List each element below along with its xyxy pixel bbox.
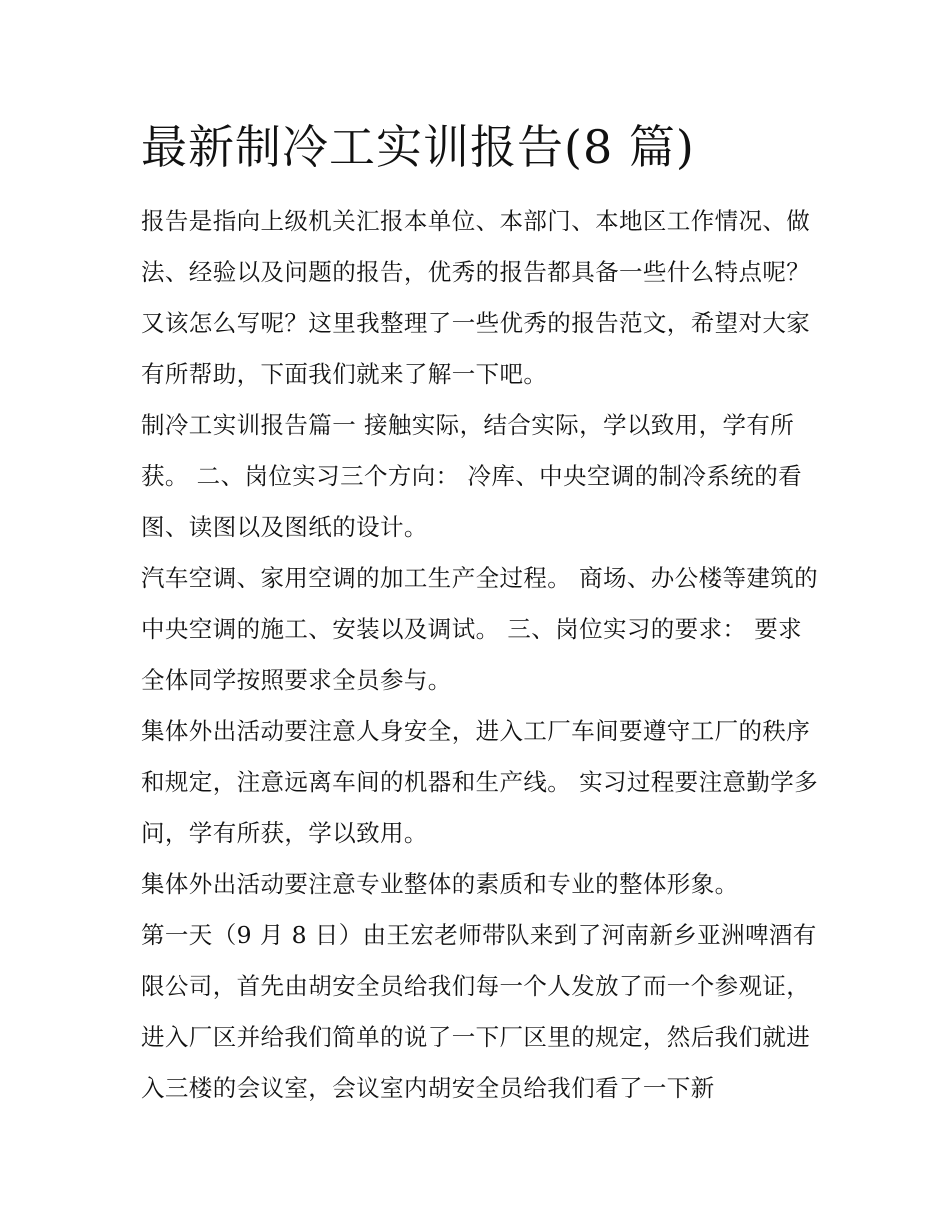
paragraph: 集体外出活动要注意人身安全，进入工厂车间要遵守工厂的秩序和规定，注意远离车间的机器和生产线。 实习过程要注意勤学多问，学有所获，学以致用。 — [141, 717, 819, 847]
paragraph: 报告是指向上级机关汇报本单位、本部门、本地区工作情况、做法、经验以及问题的报告，优秀的报告都具备一些什么特点呢？又该怎么写呢？这里我整理了一些优秀的报告范文，希望对大家有所帮助，下面我们就来了解一下吧。 — [141, 207, 811, 388]
paragraph: 第一天（9 月 8 日）由王宏老师带队来到了河南新乡亚洲啤酒有限公司，首先由胡安全员给我们每一个人发放了而一个参观证，进入厂区并给我们简单的说了一下厂区里的规定，然后我们就进入三楼的会议室，会议室内胡安全员给我们看了一下新 — [141, 921, 817, 1102]
document-page — [141, 116, 821, 1114]
paragraph: 集体外出活动要注意专业整体的素质和专业的整体形象。 — [141, 870, 739, 898]
paragraph: 制冷工实训报告篇一 接触实际，结合实际，学以致用，学有所获。 二、岗位实习三个方向： 冷库、中央空调的制冷系统的看图、读图以及图纸的设计。 — [141, 411, 803, 541]
paragraph: 汽车空调、家用空调的加工生产全过程。 商场、办公楼等建筑的中央空调的施工、安装以及调试。 三、岗位实习的要求： 要求全体同学按照要求全员参与。 — [141, 564, 819, 694]
document-title: 最新制冷工实训报告(8 篇) — [141, 120, 695, 174]
